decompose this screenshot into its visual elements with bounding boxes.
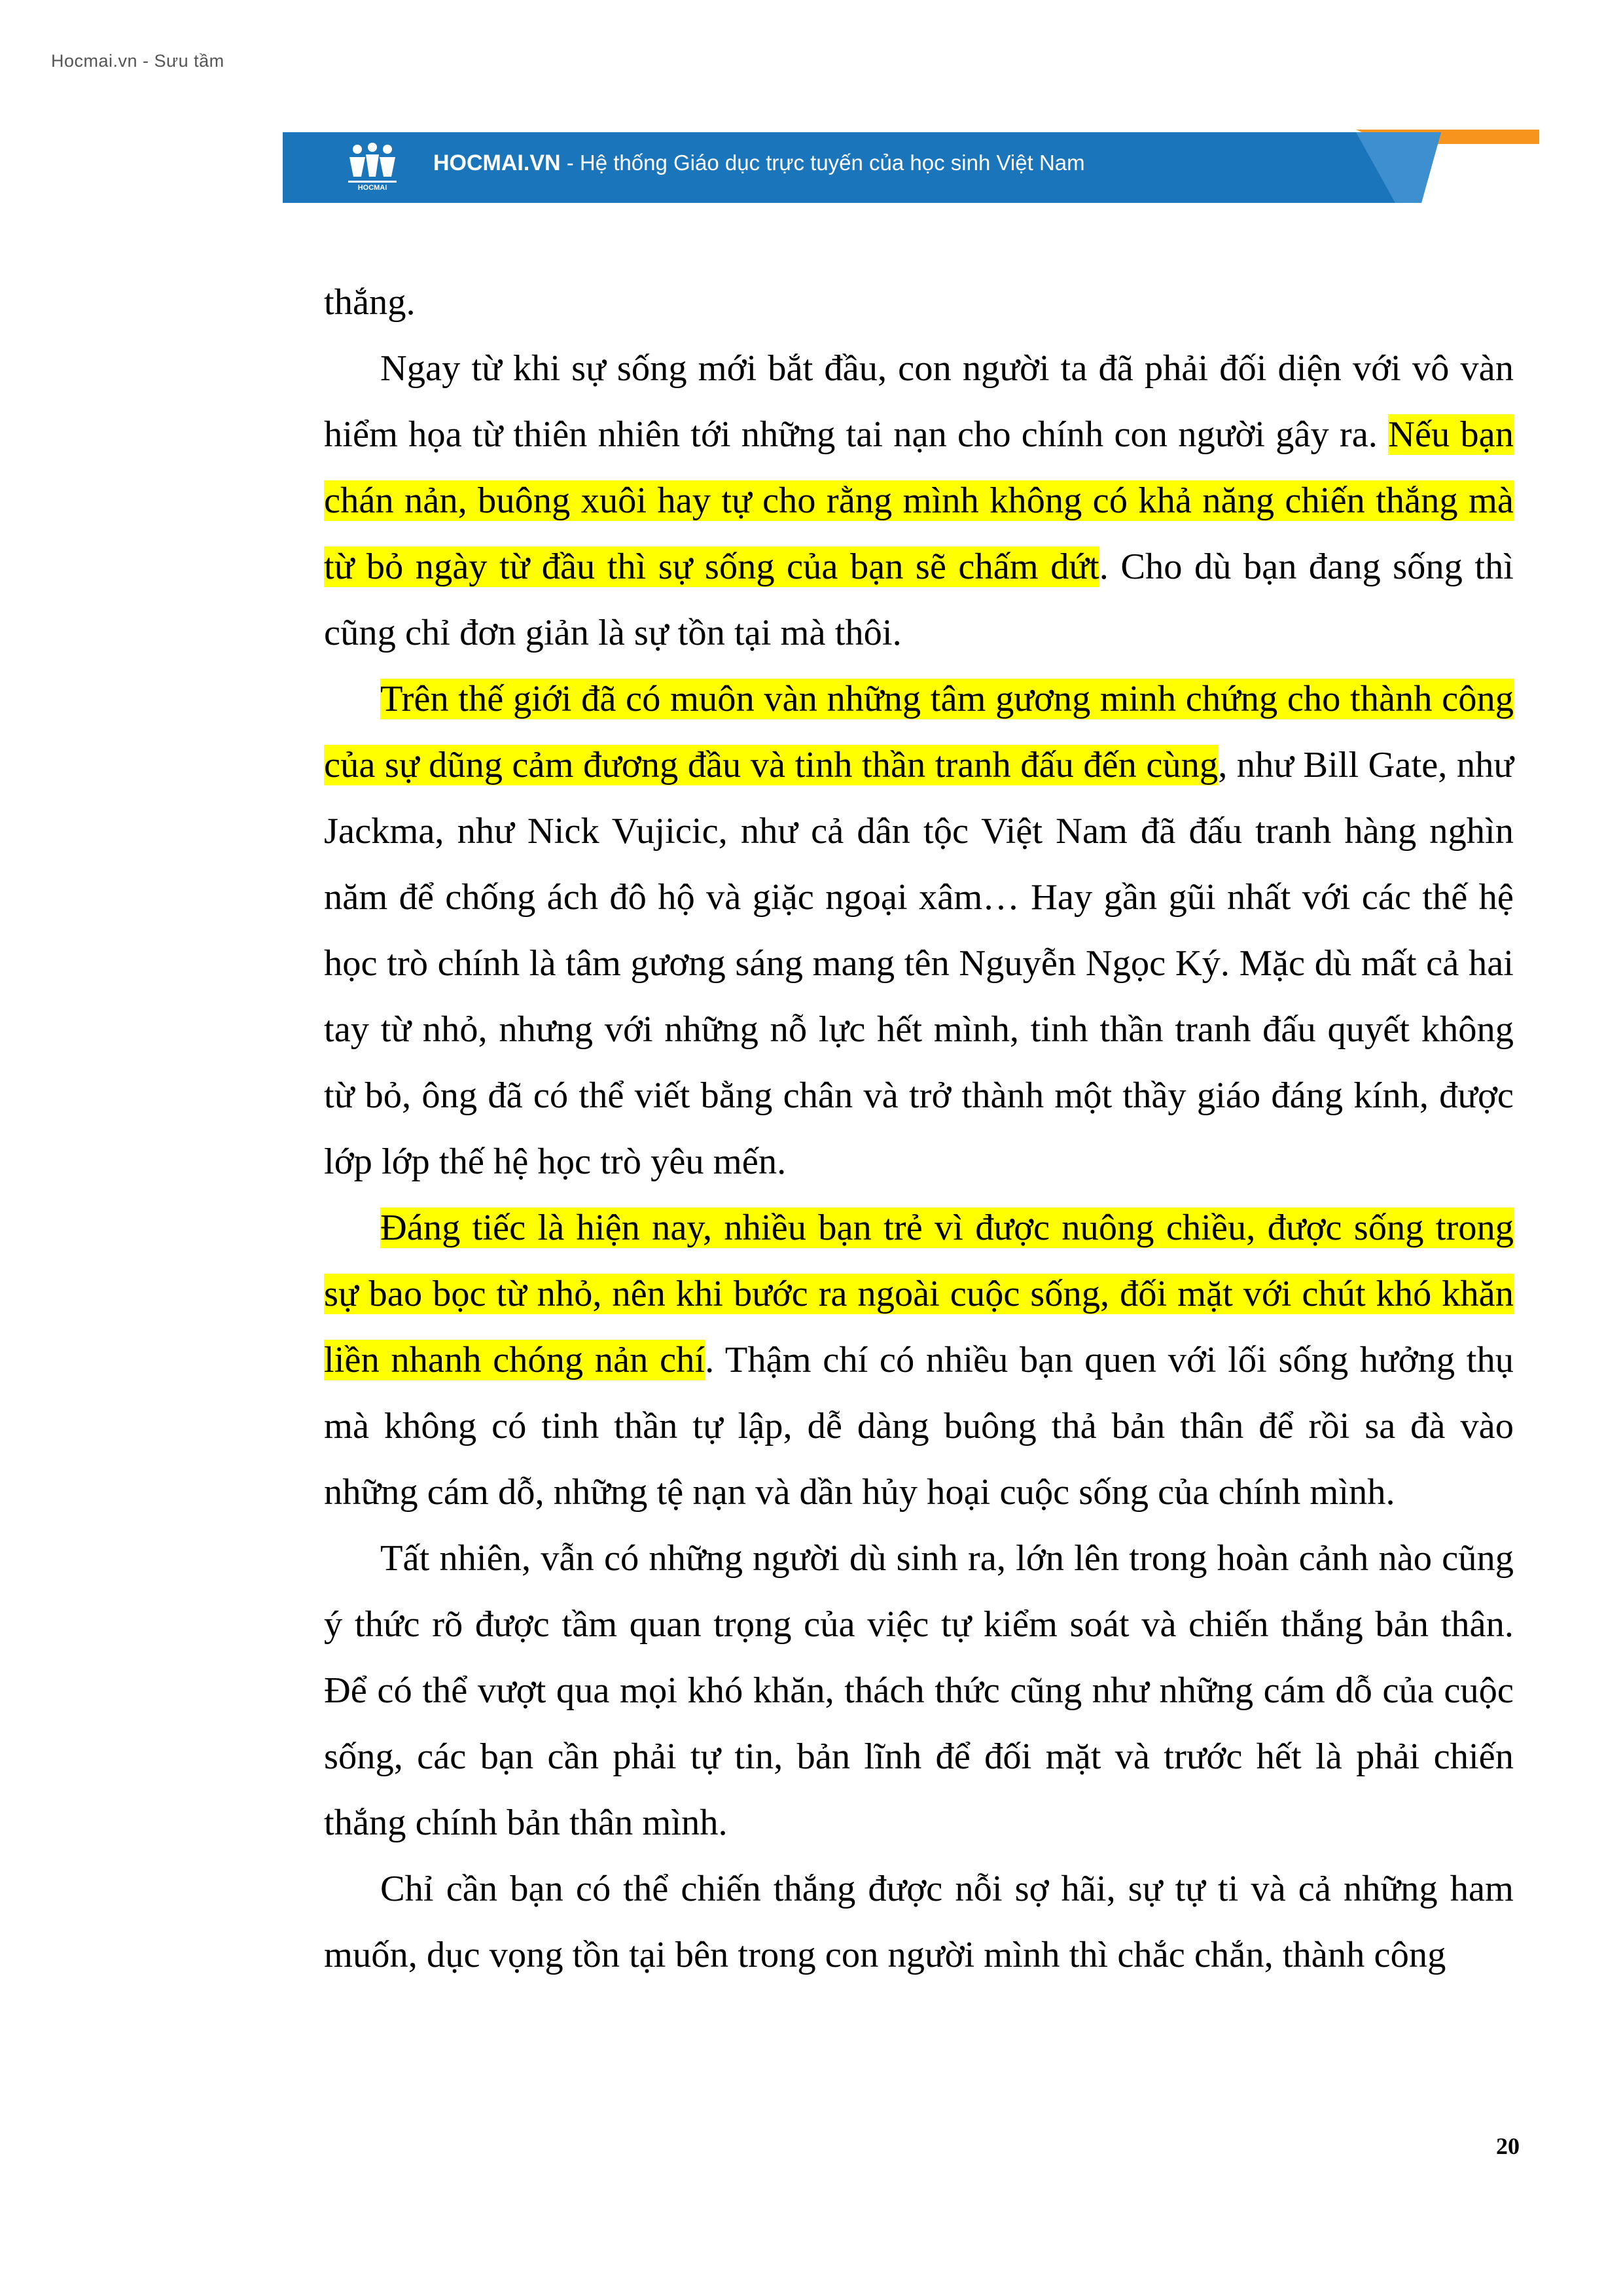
highlighted-text: Đáng tiếc là hiện nay, nhiều bạn trẻ vì được nuông chiều, được sống trong sự bao bọc từ nhỏ, nên khi bước ra ngoài cuộc sống, đối mặt với chút khó khăn liền nhanh chóng nản chí bbox=[324, 1208, 1514, 1380]
brand-name: HOCMAI.VN bbox=[433, 151, 561, 175]
paragraph-text: . Thậm chí có nhiều bạn quen với lối sống hưởng thụ mà không có tinh thần tự lập, dễ dàng buông thả bản thân để rồi sa đà vào những cám dỗ, những tệ nạn và dần hủy hoại cuộc sống của chính mình. bbox=[324, 1340, 1514, 1513]
page-number: 20 bbox=[1496, 2133, 1520, 2159]
paragraph-text: Chỉ cần bạn có thể chiến thắng được nỗi sợ hãi, sự tự ti và cả những ham muốn, dục vọng tồn tại bên trong con người mình thì chắc chắn, thành công bbox=[324, 1869, 1514, 1975]
paragraph-text: . Cho dù bạn đang sống thì cũng chỉ đơn giản là sự tồn tại mà thôi. bbox=[324, 547, 1514, 653]
paragraph bbox=[324, 336, 1514, 666]
highlighted-text: Nếu bạn chán nản, buông xuôi hay tự cho rằng mình không có khả năng chiến thắng mà từ bỏ ngày từ đầu thì sự sống của bạn sẽ chấm dứt bbox=[324, 414, 1514, 587]
paragraph-text: , như Bill Gate, như Jackma, như Nick Vujicic, như cả dân tộc Việt Nam đã đấu tranh hàng nghìn năm để chống ách đô hộ và giặc ngoại xâm… Hay gần gũi nhất với các thế hệ học trò chính là tâm gương sáng mang tên Nguyễn Ngọc Ký. Mặc dù mất cả hai tay từ nhỏ, nhưng với những nỗ lực hết mình, tinh thần tranh đấu quyết không từ bỏ, ông đã có thể viết bằng chân và trở thành một thầy giáo đáng kính, được lớp lớp thế hệ học trò yêu mến. bbox=[324, 745, 1514, 1182]
document-body bbox=[324, 270, 1514, 1988]
paragraph-text: Ngay từ khi sự sống mới bắt đầu, con người ta đã phải đối diện với vô vàn hiểm họa từ thiên nhiên tới những tai nạn cho chính con người gây ra. bbox=[324, 348, 1514, 455]
paragraph-text: thắng. bbox=[324, 282, 416, 323]
paragraph-continuation bbox=[324, 270, 1514, 336]
paragraph bbox=[324, 1526, 1514, 1856]
logo-caption: HOCMAI bbox=[357, 184, 387, 191]
hocmai-logo bbox=[343, 143, 402, 191]
source-note: Hocmai.vn - Sưu tầm bbox=[51, 51, 224, 71]
highlighted-text: Trên thế giới đã có muôn vàn những tâm gương minh chứng cho thành công của sự dũng cảm đương đầu và tinh thần tranh đấu đến cùng bbox=[324, 679, 1514, 785]
paragraph bbox=[324, 1195, 1514, 1526]
paragraph bbox=[324, 666, 1514, 1195]
paragraph-text: Tất nhiên, vẫn có những người dù sinh ra, lớn lên trong hoàn cảnh nào cũng ý thức rõ được tầm quan trọng của việc tự kiểm soát và chiến thắng bản thân. Để có thể vượt qua mọi khó khăn, thách thức cũng như những cám dỗ của cuộc sống, các bạn cần phải tự tin, bản lĩnh để đối mặt và trước hết là phải chiến thắng chính bản thân mình. bbox=[324, 1538, 1514, 1843]
banner-title bbox=[433, 151, 1085, 176]
people-logo-icon bbox=[343, 143, 402, 191]
header-banner bbox=[283, 130, 1539, 203]
paragraph bbox=[324, 1856, 1514, 1988]
tagline: - Hệ thống Giáo dục trực tuyến của học sinh Việt Nam bbox=[560, 151, 1085, 175]
